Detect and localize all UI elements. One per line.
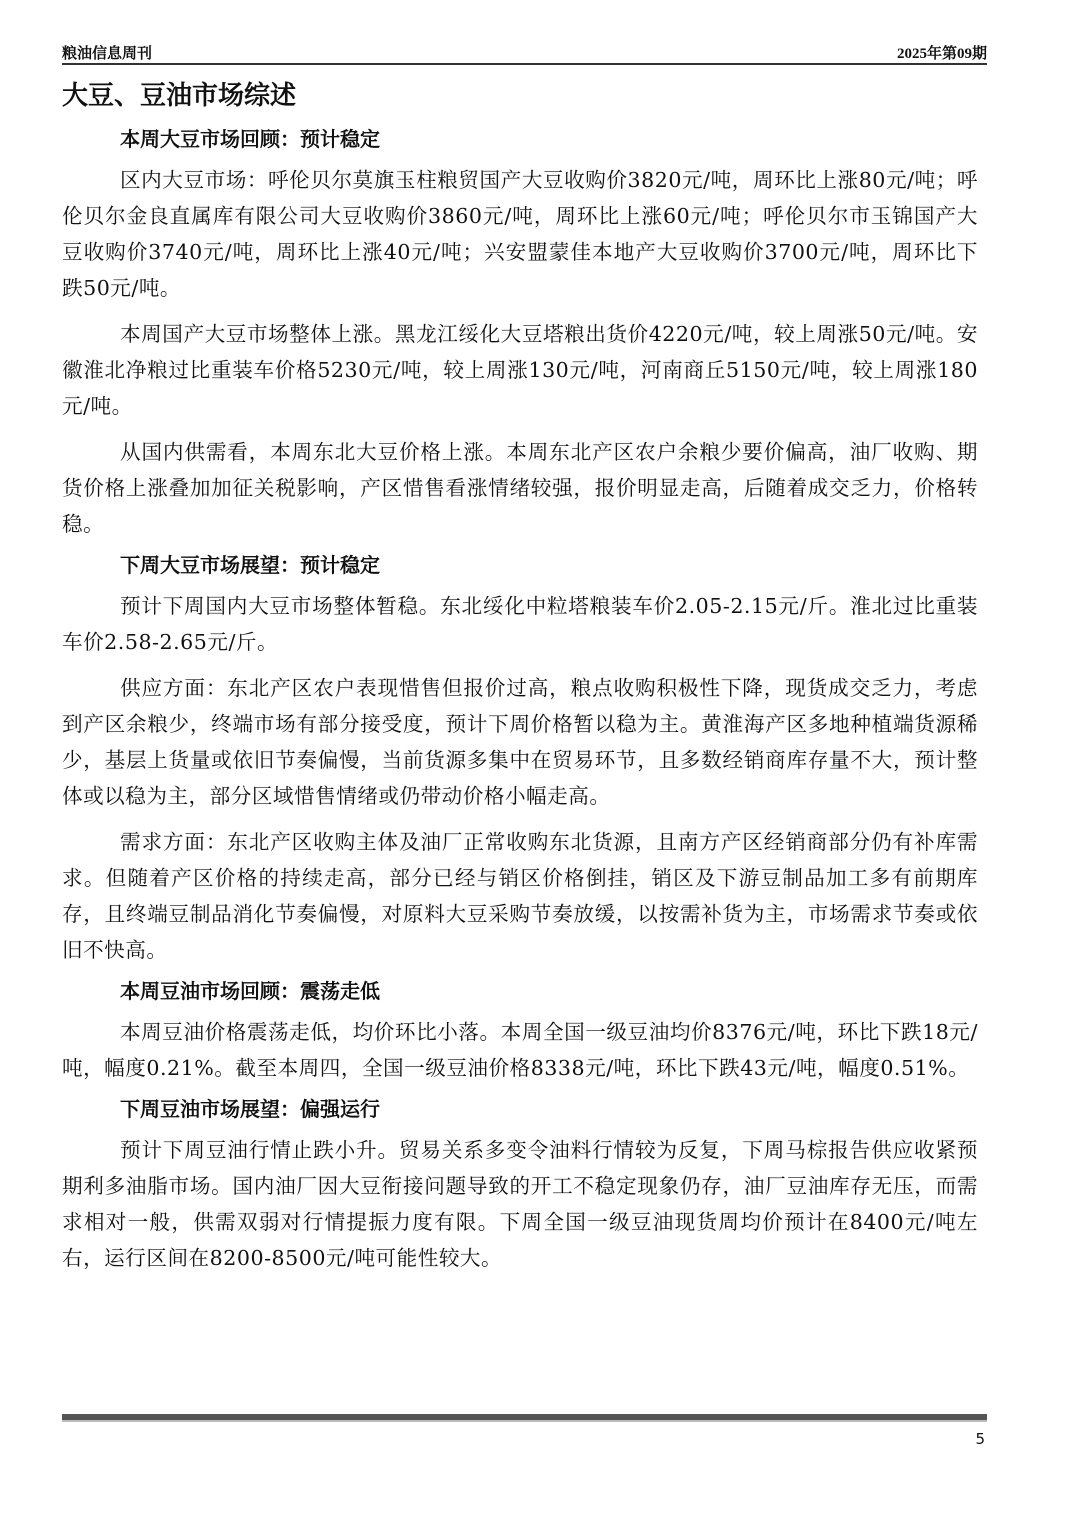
section-soybean-review [62,126,978,542]
paragraph: 预计下周豆油行情止跌小升。贸易关系多变令油料行情较为反复，下周马棕报告供应收紧预期利多油脂市场。国内油厂因大豆衔接问题导致的开工不稳定现象仍存，油厂豆油库存无压，而需求相对一般，供需双弱对行情提振力度有限。下周全国一级豆油现货周均价预计在8400元/吨左右，运行区间在8200-8500元/吨可能性较大。 [62,1138,978,1270]
section-heading: 本周豆油市场回顾：震荡走低 [120,979,380,1003]
paragraph: 本周国产大豆市场整体上涨。黑龙江绥化大豆塔粮出货价4220元/吨，较上周涨50元/吨。安徽淮北净粮过比重装车价格5230元/吨，较上周涨130元/吨，河南商丘5150元/吨，较上周涨180元/吨。 [62,322,978,418]
section-heading: 本周大豆市场回顾：预计稳定 [120,127,380,151]
header-divider [62,63,987,65]
footer-divider [62,1414,987,1422]
paragraph: 供应方面：东北产区农户表现惜售但报价过高，粮点收购积极性下降，现货成交乏力，考虑到产区余粮少，终端市场有部分接受度，预计下周价格暂以稳为主。黄淮海产区多地种植端货源稀少，基层上货量或依旧节奏偏慢，当前货源多集中在贸易环节，且多数经销商库存量不大，预计整体或以稳为主，部分区域惜售情绪或仍带动价格小幅走高。 [62,676,978,808]
paragraph: 从国内供需看，本周东北大豆价格上涨。本周东北产区农户余粮少要价偏高，油厂收购、期货价格上涨叠加加征关税影响，产区惜售看涨情绪较强，报价明显走高，后随着成交乏力，价格转稳。 [62,440,978,536]
article-body [62,74,978,1286]
section-heading: 下周豆油市场展望：偏强运行 [120,1097,380,1121]
issue-number: 2025年第09期 [896,46,987,62]
section-soyoil-review [62,978,978,1086]
paragraph: 本周豆油价格震荡走低，均价环比小落。本周全国一级豆油均价8376元/吨，环比下跌18元/吨，幅度0.21%。截至本周四，全国一级豆油价格8338元/吨，环比下跌43元/吨，幅度0.51%。 [62,1020,978,1080]
publication-name: 粮油信息周刊 [62,46,153,62]
section-soyoil-outlook [62,1096,978,1276]
paragraph: 预计下周国内大豆市场整体暂稳。东北绥化中粒塔粮装车价2.05-2.15元/斤。淮北过比重装车价2.58-2.65元/斤。 [62,594,978,654]
page-title: 大豆、豆油市场综述 [62,81,297,111]
paragraph: 区内大豆市场：呼伦贝尔莫旗玉柱粮贸国产大豆收购价3820元/吨，周环比上涨80元/吨；呼伦贝尔金良直属库有限公司大豆收购价3860元/吨，周环比上涨60元/吨；呼伦贝尔市玉锦国产大豆收购价3740元/吨，周环比上涨40元/吨；兴安盟蒙佳本地产大豆收购价3700元/吨，周环比下跌50元/吨。 [62,168,978,300]
section-heading: 下周大豆市场展望：预计稳定 [120,553,380,577]
paragraph: 需求方面：东北产区收购主体及油厂正常收购东北货源，且南方产区经销商部分仍有补库需求。但随着产区价格的持续走高，部分已经与销区价格倒挂，销区及下游豆制品加工多有前期库存，且终端豆制品消化节奏偏慢，对原料大豆采购节奏放缓，以按需补货为主，市场需求节奏或依旧不快高。 [62,830,978,962]
page-number: 5 [975,1430,985,1448]
page-header [62,40,987,64]
section-soybean-outlook [62,552,978,968]
